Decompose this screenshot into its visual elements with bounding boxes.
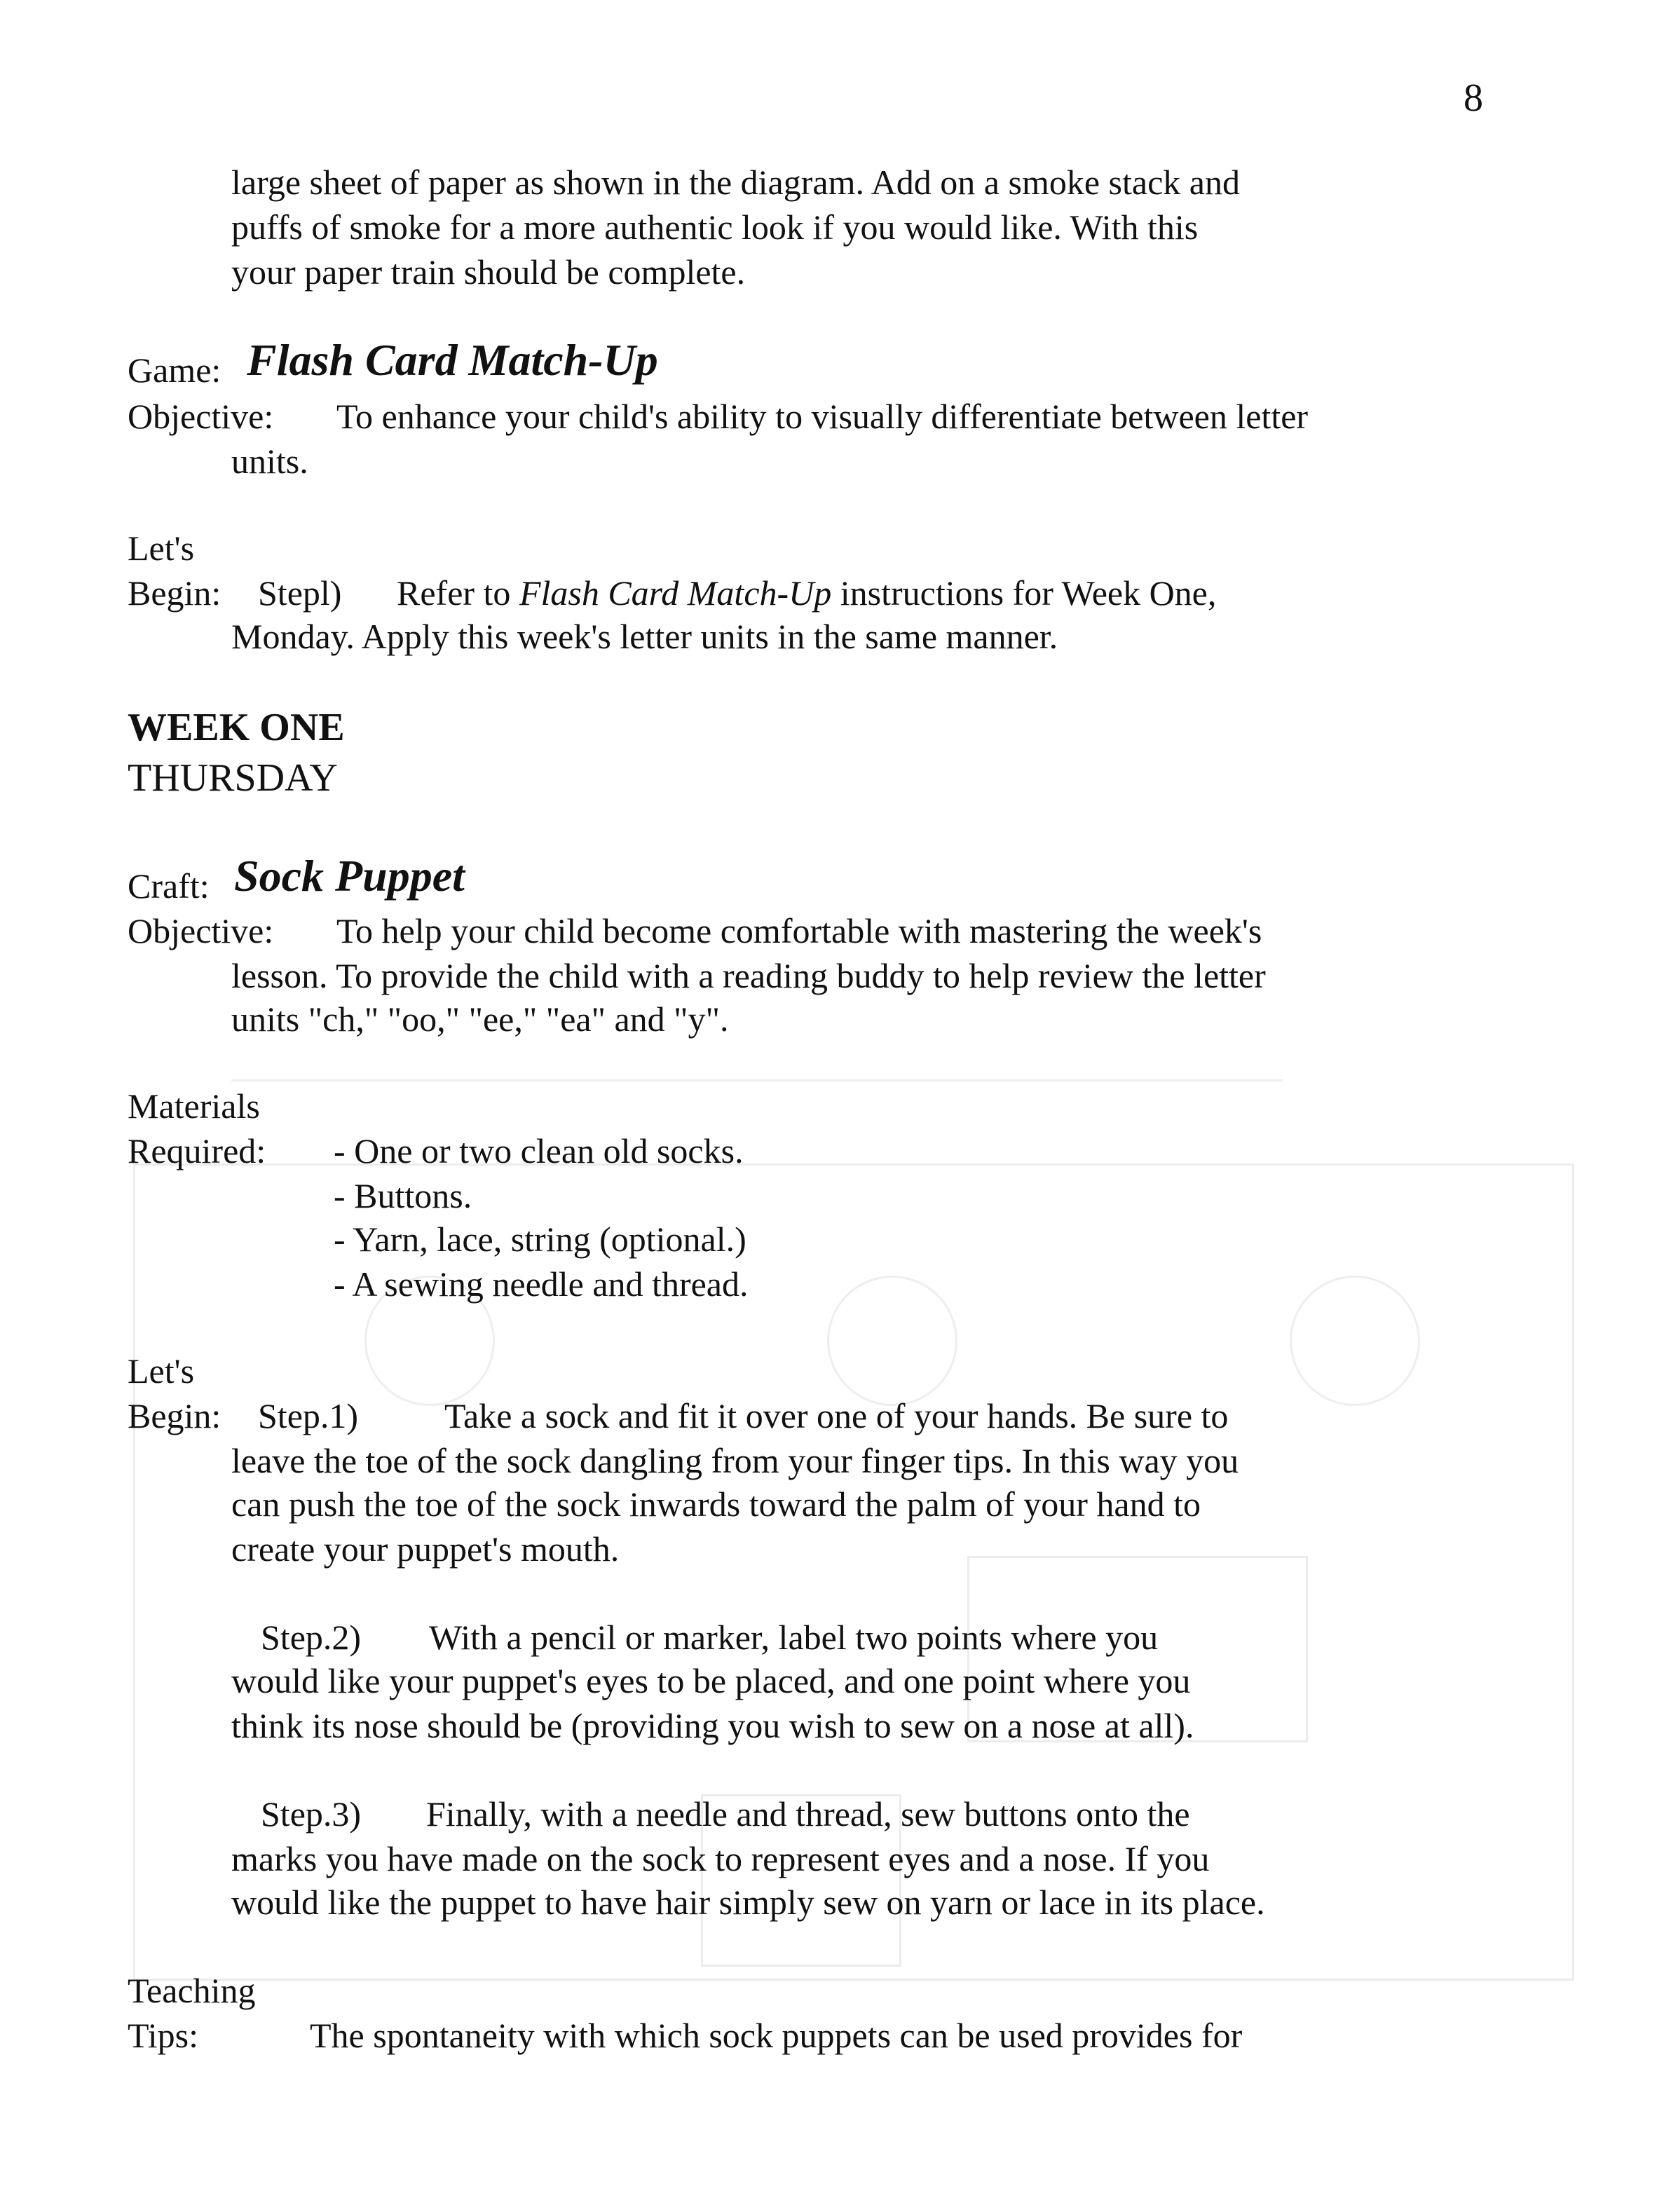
game-begin-label: Begin:	[128, 573, 221, 613]
materials-label: Materials	[128, 1086, 260, 1126]
craft-title: Sock Puppet	[234, 851, 465, 901]
step2-label: Step.2)	[261, 1618, 362, 1657]
step2-line: would like your puppet's eyes to be placed, and one point where you	[231, 1661, 1191, 1700]
week-day: THURSDAY	[128, 756, 338, 800]
game-step-line: Monday. Apply this week's letter units in the same manner.	[231, 617, 1058, 656]
show-through-line	[231, 1079, 1283, 1081]
page-number: 8	[1464, 76, 1483, 120]
craft-objective-line: To help your child become comfortable with mastering the week's	[336, 911, 1262, 950]
craft-lets-label: Let's	[128, 1351, 195, 1391]
game-objective-label: Objective:	[128, 397, 274, 436]
teaching-tips-text: The spontaneity with which sock puppets can be used provides for	[310, 2016, 1243, 2055]
teaching-label: Teaching	[128, 1971, 256, 2010]
week-title: WEEK ONE	[128, 706, 345, 749]
step3-line: would like the puppet to have hair simply sew on yarn or lace in its place.	[231, 1883, 1265, 1922]
materials-item: - One or two clean old socks.	[334, 1131, 744, 1170]
game-lets-label: Let's	[128, 528, 195, 568]
show-through-circle	[1290, 1276, 1420, 1406]
game-step-label: Stepl)	[258, 573, 342, 613]
game-step-text	[397, 571, 1216, 615]
game-title: Flash Card Match-Up	[247, 335, 658, 385]
intro-line: puffs of smoke for a more authentic look if you would like. With this	[231, 207, 1199, 247]
intro-line: your paper train should be complete.	[231, 252, 746, 292]
game-step-text-before: Refer to	[397, 573, 511, 613]
step2-line: With a pencil or marker, label two points where you	[429, 1618, 1159, 1657]
game-objective-line: To enhance your child's ability to visually differentiate between letter	[336, 397, 1309, 436]
materials-item: - Buttons.	[334, 1176, 472, 1215]
step3-line: marks you have made on the sock to represent eyes and a nose. If you	[231, 1839, 1210, 1878]
step2-line: think its nose should be (providing you wish to sew on a nose at all).	[231, 1706, 1194, 1745]
step1-label: Step.1)	[258, 1396, 359, 1435]
required-label: Required:	[128, 1131, 266, 1170]
step3-label: Step.3)	[261, 1794, 362, 1834]
game-step-text-after: instructions for Week One,	[840, 573, 1217, 613]
show-through-circle	[827, 1276, 957, 1406]
tips-label: Tips:	[128, 2016, 199, 2055]
materials-item: - Yarn, lace, string (optional.)	[334, 1220, 746, 1259]
step1-line: can push the toe of the sock inwards toward the palm of your hand to	[231, 1484, 1201, 1524]
materials-item: - A sewing needle and thread.	[334, 1264, 749, 1304]
step1-line: create your puppet's mouth.	[231, 1529, 620, 1569]
craft-objective-line: lesson. To provide the child with a reading buddy to help review the letter	[231, 956, 1266, 995]
craft-objective-label: Objective:	[128, 911, 274, 950]
step1-line: Take a sock and fit it over one of your hands. Be sure to	[444, 1396, 1229, 1435]
game-objective-line: units.	[231, 442, 308, 481]
game-label: Game:	[128, 350, 221, 390]
craft-objective-line: units "ch," "oo," "ee," "ea" and "y".	[231, 999, 729, 1039]
craft-begin-label: Begin:	[128, 1396, 221, 1435]
step3-line: Finally, with a needle and thread, sew buttons onto the	[426, 1794, 1190, 1834]
craft-label: Craft:	[128, 866, 210, 906]
intro-line: large sheet of paper as shown in the diagram. Add on a smoke stack and	[231, 163, 1240, 202]
step1-line: leave the toe of the sock dangling from your finger tips. In this way you	[231, 1441, 1239, 1480]
game-step-text-italic: Flash Card Match-Up	[519, 573, 832, 613]
